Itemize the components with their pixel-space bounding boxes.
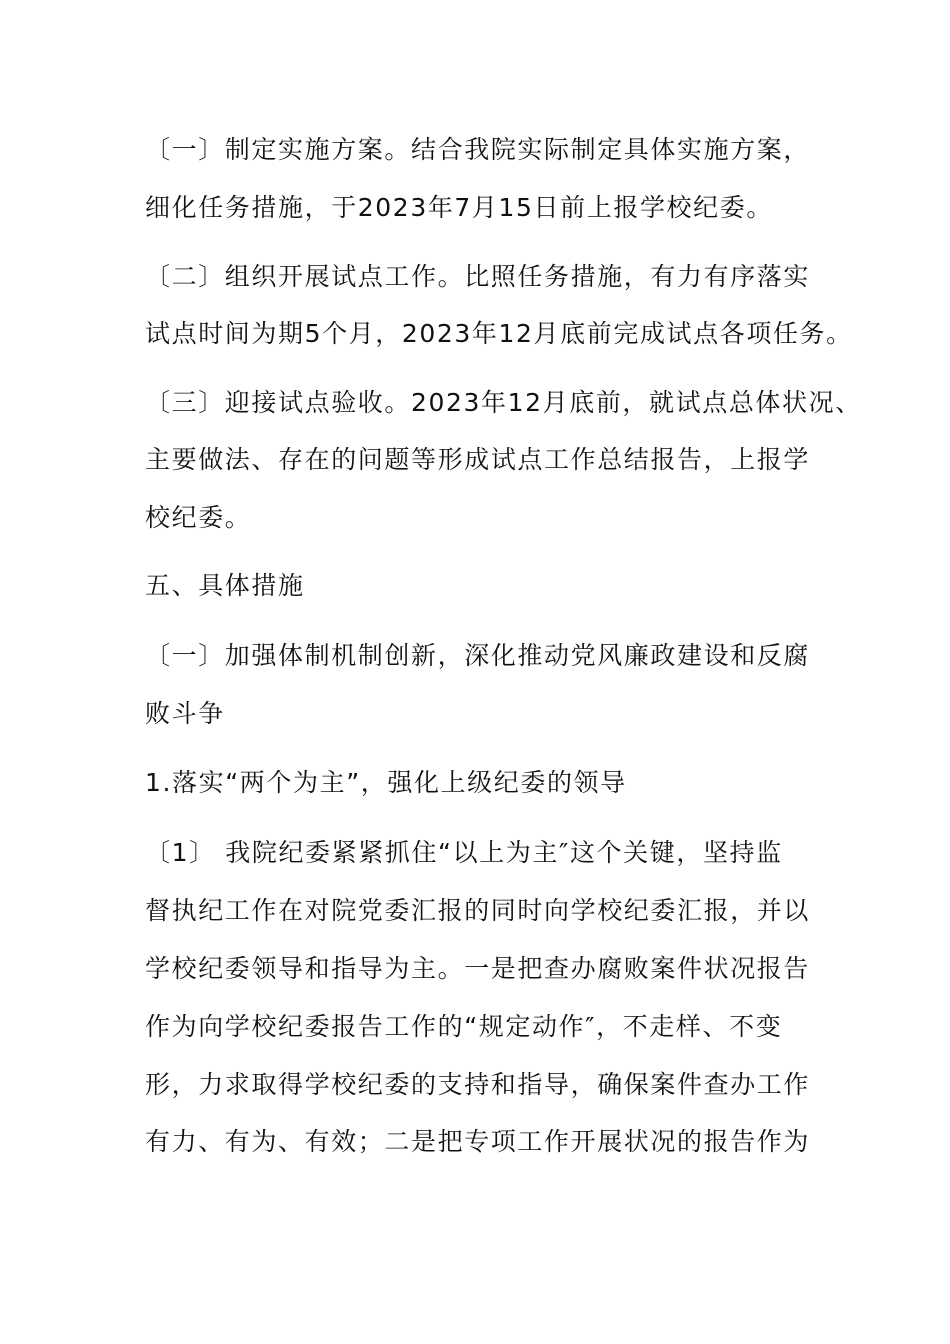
section-heading: 五、具体措施	[145, 571, 305, 600]
text-line-5: 〔三〕迎接试点验收。2023年12月底前，就试点总体状况、	[145, 388, 862, 417]
text-line-3: 〔二〕组织开展试点工作。比照任务措施，有力有序落实	[145, 262, 811, 291]
text-line-17: 有力、有为、有效；二是把专项工作开展状况的报告作为	[145, 1127, 811, 1156]
text-line-1: 〔一〕制定实施方案。结合我院实际制定具体实施方案，	[145, 135, 811, 164]
text-line-13: 督执纪工作在对院党委汇报的同时向学校纪委汇报，并以	[145, 896, 811, 925]
text-line-4: 试点时间为期5个月，2023年12月底前完成试点各项任务。	[145, 319, 853, 348]
text-line-16: 形，力求取得学校纪委的支持和指导，确保案件查办工作	[145, 1070, 811, 1099]
text-line-15: 作为向学校纪委报告工作的“规定动作″，不走样、不变	[145, 1012, 783, 1041]
text-line-14: 学校纪委领导和指导为主。一是把查办腐败案件状况报告	[145, 954, 811, 983]
subsection-heading: 1.落实“两个为主”，强化上级纪委的领导	[145, 768, 627, 797]
text-line-10: 败斗争	[145, 699, 225, 728]
text-line-2: 细化任务措施，于2023年7月15日前上报学校纪委。	[145, 193, 773, 222]
text-line-9: 〔一〕加强体制机制创新，深化推动党风廉政建设和反腐	[145, 641, 811, 670]
text-line-7: 校纪委。	[145, 503, 252, 532]
text-line-12: 〔1〕 我院纪委紧紧抓住“以上为主″这个关键，坚持监	[145, 838, 783, 867]
text-line-6: 主要做法、存在的问题等形成试点工作总结报告，上报学	[145, 445, 811, 474]
